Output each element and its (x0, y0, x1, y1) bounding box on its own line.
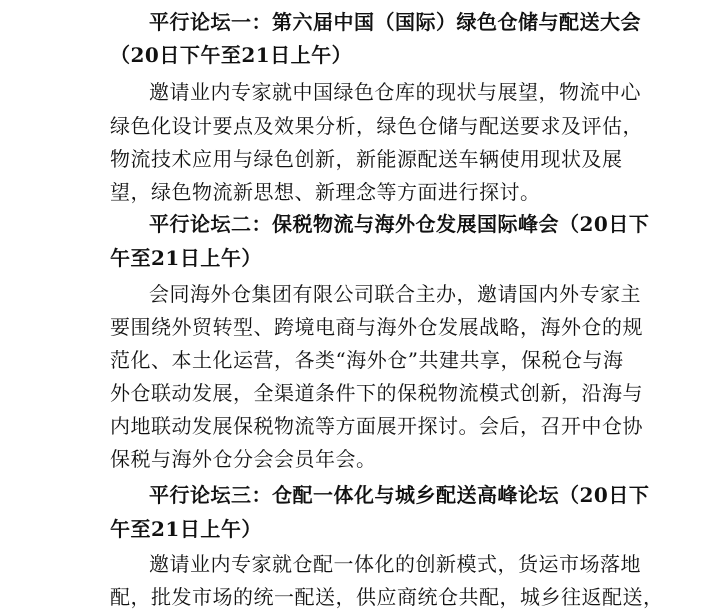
forum-2-heading-line-1: 平行论坛二：保税物流与海外仓发展国际峰会（20日下 (149, 212, 650, 236)
forum-2-body-line-5: 内地联动发展保税物流等方面展开探讨。会后，召开中仓协 (110, 414, 643, 438)
forum-3-heading-line-1: 平行论坛三：仓配一体化与城乡配送高峰论坛（20日下 (149, 483, 650, 507)
forum-3-body-line-1: 邀请业内专家就仓配一体化的创新模式，货运市场落地 (149, 552, 641, 576)
forum-2-body-line-4: 外仓联动发展，全渠道条件下的保税物流模式创新，沿海与 (110, 381, 643, 405)
forum-2-body-line-2: 要围绕外贸转型、跨境电商与海外仓发展战略，海外仓的规 (110, 315, 643, 339)
forum-1-heading-line-2: （20日下午至21日上午） (110, 43, 353, 67)
forum-3-heading-line-2: 午至21日上午） (110, 517, 262, 541)
forum-1-body-line-1: 邀请业内专家就中国绿色仓库的现状与展望，物流中心 (149, 80, 641, 104)
forum-2-body-line-6: 保税与海外仓分会会员年会。 (110, 447, 377, 471)
forum-1-body-line-4: 望，绿色物流新思想、新理念等方面进行探讨。 (110, 180, 541, 204)
forum-2-body-line-3: 范化、本土化运营，各类“海外仓”共建共享，保税仓与海 (110, 348, 624, 372)
forum-1-heading-line-1: 平行论坛一：第六届中国（国际）绿色仓储与配送大会 (149, 10, 641, 34)
forum-2-body-line-1: 会同海外仓集团有限公司联合主办，邀请国内外专家主 (149, 282, 641, 306)
forum-1-body-line-2: 绿色化设计要点及效果分析，绿色仓储与配送要求及评估， (110, 114, 643, 138)
forum-1-body-line-3: 物流技术应用与绿色创新，新能源配送车辆使用现状及展 (110, 147, 623, 171)
forum-2-heading-line-2: 午至21日上午） (110, 246, 262, 270)
forum-3-body-line-2: 配，批发市场的统一配送，供应商统仓共配，城乡往返配送， (110, 585, 664, 609)
